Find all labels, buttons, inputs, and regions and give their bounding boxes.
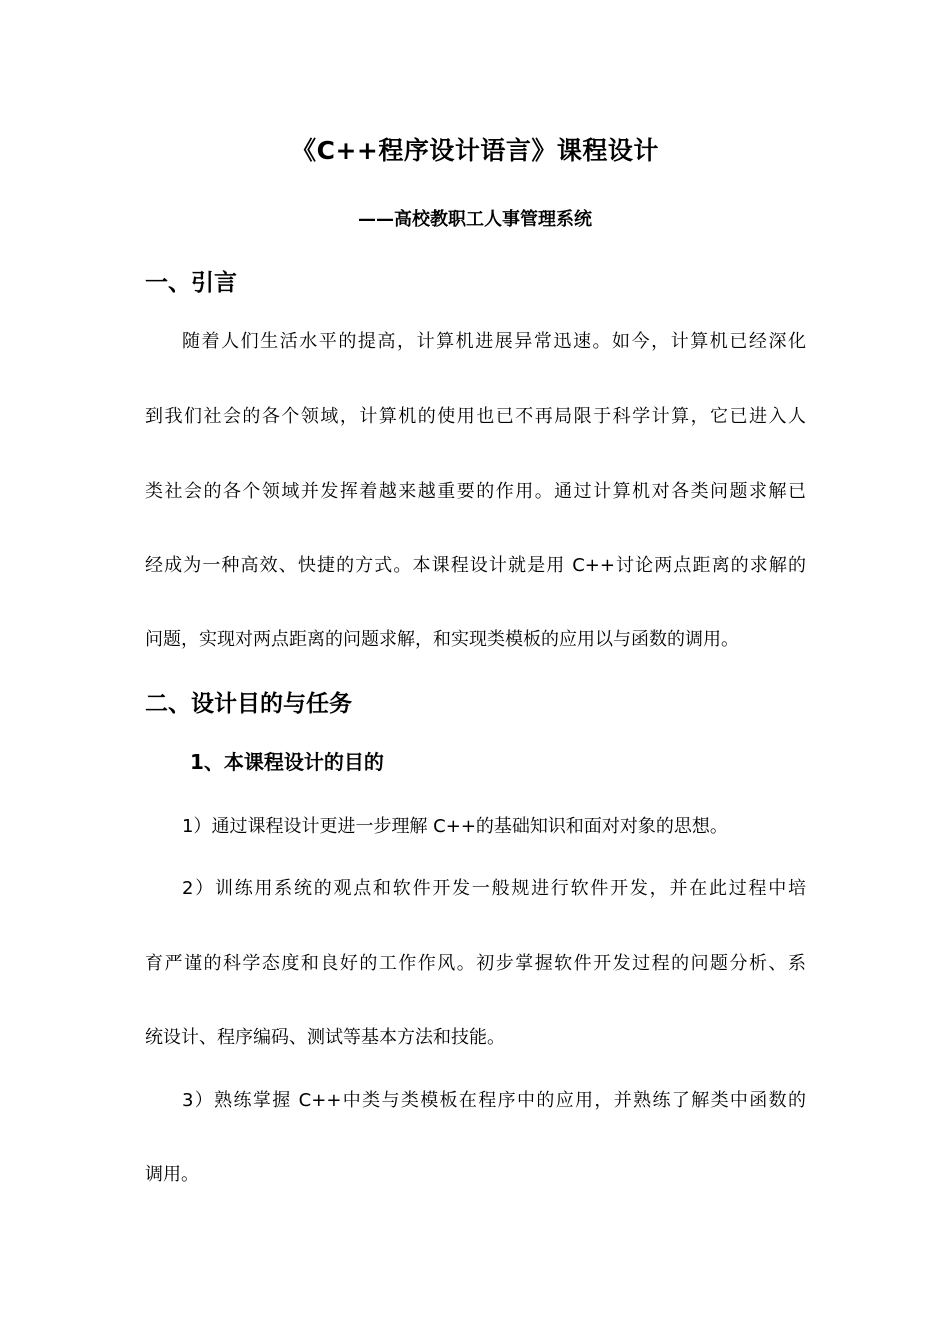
paragraph-line: 类社会的各个领域并发挥着越来越重要的作用。通过计算机对各类问题求解已 [145, 481, 806, 502]
section-heading-introduction: 一、引言 [145, 270, 237, 296]
list-item-3-line: 调用。 [145, 1164, 199, 1185]
paragraph-line: 随着人们生活水平的提高，计算机进展异常迅速。如今，计算机已经深化 [182, 331, 806, 352]
list-item-2-line: 育严谨的科学态度和良好的工作作风。初步掌握软件开发过程的问题分析、系 [145, 953, 806, 974]
document-title: 《C++程序设计语言》课程设计 [291, 136, 659, 165]
paragraph-line: 问题，实现对两点距离的问题求解，和实现类模板的应用以与函数的调用。 [145, 629, 739, 650]
section-heading-goals: 二、设计目的与任务 [145, 691, 352, 717]
document-subtitle: ——高校教职工人事管理系统 [358, 209, 592, 230]
list-item-1: 1）通过课程设计更进一步理解 C++的基础知识和面对对象的思想。 [182, 816, 728, 837]
paragraph-line: 到我们社会的各个领域，计算机的使用也已不再局限于科学计算，它已进入人 [145, 406, 806, 427]
list-item-3-line: 3）熟练掌握 C++中类与类模板在程序中的应用，并熟练了解类中函数的 [182, 1090, 806, 1111]
paragraph-line: 经成为一种高效、快捷的方式。本课程设计就是用 C++讨论两点距离的求解的 [145, 555, 806, 576]
subsection-heading-purpose: 1、本课程设计的目的 [190, 750, 384, 774]
list-item-2-line: 统设计、程序编码、测试等基本方法和技能。 [145, 1027, 505, 1048]
list-item-2-line: 2）训练用系统的观点和软件开发一般规进行软件开发，并在此过程中培 [182, 878, 806, 899]
